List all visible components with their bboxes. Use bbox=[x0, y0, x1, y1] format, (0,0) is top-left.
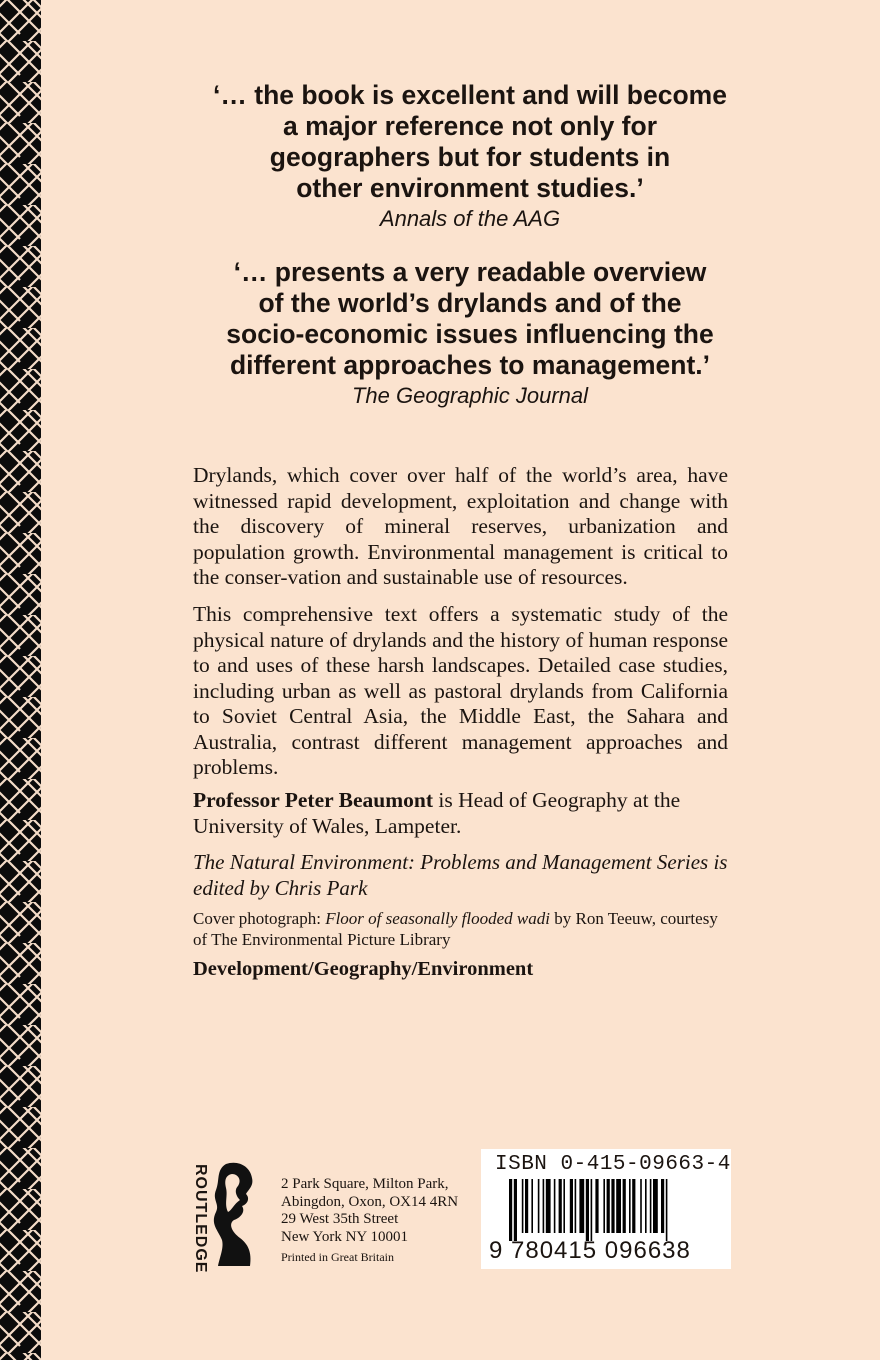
quote-line: a major reference not only for bbox=[282, 111, 658, 141]
barcode-bar bbox=[623, 1179, 626, 1233]
barcode-bar bbox=[650, 1179, 652, 1233]
credit-prefix: Cover photograph: bbox=[193, 909, 326, 928]
barcode-box bbox=[481, 1149, 731, 1269]
barcode-bar bbox=[543, 1179, 545, 1233]
quote-source: The Geographic Journal bbox=[351, 383, 589, 408]
spine-pattern bbox=[0, 0, 41, 1360]
barcode-bar bbox=[538, 1179, 540, 1233]
description-paragraph-1: Drylands, which cover over half of the world’s area, have witnessed rapid development, exploitation and change with the discovery of mineral reserves, urbanization and population growth. Environmental management is critical to the conser-vation and sustainable use of resources. bbox=[193, 463, 728, 589]
ean-number: 9 780415 096638 bbox=[489, 1237, 691, 1264]
quote-source: Annals of the AAG bbox=[379, 206, 561, 231]
printed-in: Printed in Great Britain bbox=[281, 1250, 394, 1264]
barcode-bars bbox=[509, 1179, 719, 1241]
quote-line: geographers but for students in bbox=[269, 142, 671, 172]
barcode-bar bbox=[546, 1179, 551, 1233]
credit-title: Floor of seasonally flooded wadi bbox=[325, 909, 550, 928]
barcode-bar bbox=[616, 1179, 621, 1233]
barcode-bar bbox=[611, 1179, 614, 1233]
barcode-bar bbox=[591, 1179, 593, 1241]
barcode-bar bbox=[661, 1179, 664, 1233]
quote-line: other environment studies.’ bbox=[296, 173, 644, 203]
address-line: New York NY 10001 bbox=[281, 1228, 408, 1245]
author-name: Professor Peter Beaumont bbox=[193, 788, 434, 812]
quote-line: ‘… presents a very readable overview bbox=[233, 257, 707, 287]
address-line: 2 Park Square, Milton Park, bbox=[281, 1176, 449, 1192]
author-bio-text: is Head of Geography at the University of Wales, Lampeter. bbox=[193, 788, 681, 838]
barcode-bar bbox=[522, 1179, 524, 1233]
barcode-bar bbox=[645, 1179, 647, 1233]
barcode-bar bbox=[525, 1179, 528, 1233]
barcode-bar bbox=[531, 1179, 533, 1233]
quote-line: different approaches to management.’ bbox=[229, 350, 711, 380]
author-bio bbox=[193, 788, 728, 839]
barcode-bar bbox=[579, 1179, 584, 1233]
barcode-bar bbox=[603, 1179, 605, 1233]
barcode-bar bbox=[575, 1179, 577, 1233]
quote-line: socio-economic issues influencing the bbox=[226, 319, 714, 349]
barcode-bar bbox=[586, 1179, 589, 1241]
barcode-bar bbox=[653, 1179, 658, 1233]
barcode-bar bbox=[632, 1179, 635, 1233]
publisher-name: ROUTLEDGE bbox=[192, 1164, 209, 1274]
address-line: Abingdon, Oxon, OX14 4RN bbox=[281, 1193, 459, 1210]
cover-credit bbox=[193, 908, 728, 950]
barcode-bar bbox=[563, 1179, 565, 1233]
barcode-bar bbox=[640, 1179, 642, 1233]
publisher-address bbox=[281, 1176, 481, 1267]
barcode-bar bbox=[570, 1179, 573, 1233]
review-quote-2 bbox=[180, 257, 760, 411]
barcode-bar bbox=[514, 1179, 517, 1241]
quote-line: of the world’s drylands and of the bbox=[258, 288, 682, 318]
review-quote-1 bbox=[180, 80, 760, 234]
series-note: The Natural Environment: Problems and Management Series is edited by Chris Park bbox=[193, 850, 728, 900]
barcode-bar bbox=[595, 1179, 598, 1233]
barcode-bar bbox=[666, 1179, 668, 1241]
subject-categories: Development/Geography/Environment bbox=[193, 958, 534, 980]
address-line: 29 West 35th Street bbox=[281, 1211, 399, 1227]
credit-suffix: by Ron Teeuw, courtesy of The Environmental Picture Library bbox=[193, 909, 718, 949]
description-paragraph-2: This comprehensive text offers a systematic study of the physical nature of drylands and the history of human response to and uses of these harsh landscapes. Detailed case studies, including urban as well as pastoral drylands from California to Soviet Central Asia, the Middle East, the Sahara and Australia, contrast different management approaches and problems. bbox=[193, 602, 728, 779]
barcode-bar bbox=[554, 1179, 556, 1233]
barcode-bar bbox=[509, 1179, 512, 1241]
barcode-bar bbox=[559, 1179, 562, 1233]
barcode-bar bbox=[607, 1179, 610, 1233]
barcode-bar bbox=[629, 1179, 631, 1233]
quote-line: ‘… the book is excellent and will become bbox=[213, 80, 727, 110]
isbn-label: ISBN 0-415-09663-4 bbox=[495, 1153, 731, 1176]
